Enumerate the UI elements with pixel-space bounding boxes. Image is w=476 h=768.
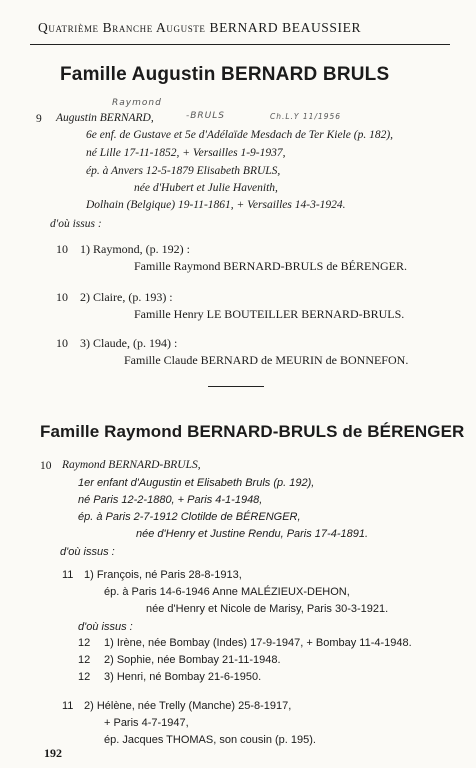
handwritten-raymond: Raymond: [112, 98, 162, 108]
entry-line: née d'Hubert et Julie Havenith,: [134, 182, 278, 194]
top-rule: [30, 44, 450, 45]
grandchild-number: 12: [78, 671, 91, 683]
child-number: 11: [62, 569, 74, 581]
entry-line: née d'Henry et Justine Rendu, Paris 17-4-1891.: [136, 528, 369, 540]
grandchild-number: 12: [78, 637, 91, 649]
child-line: 2) Hélène, née Trelly (Manche) 25-8-1917,: [84, 700, 292, 712]
entry-number: 9: [36, 113, 42, 125]
entry-name: Raymond BERNARD-BRULS,: [62, 459, 201, 471]
section-divider: [208, 386, 264, 387]
entry-name: Augustin BERNARD,: [56, 112, 154, 124]
child-line: 1) François, né Paris 28-8-1913,: [84, 569, 242, 581]
child-line: 1) Raymond, (p. 192) :: [80, 242, 190, 256]
child-line: ép. Jacques THOMAS, son cousin (p. 195).: [104, 734, 316, 746]
child-number: 10: [56, 242, 68, 256]
child-line: née d'Henry et Nicole de Marisy, Paris 30-3-1921.: [146, 603, 389, 615]
entry-line: ép. à Paris 2-7-1912 Clotilde de BÉRENGER,: [78, 511, 301, 523]
child-line: ép. à Paris 14-6-1946 Anne MALÉZIEUX-DEHON,: [104, 586, 350, 598]
section-title-augustin: Famille Augustin BERNARD BRULS: [60, 64, 390, 85]
running-head: Quatrième Branche Auguste BERNARD BEAUSSIER: [38, 20, 362, 35]
entry-line: 1er enfant d'Augustin et Elisabeth Bruls (p. 192),: [78, 477, 315, 489]
child-number: 11: [62, 700, 74, 712]
entry-line: Dolhain (Belgique) 19-11-1861, + Versailles 14-3-1924.: [86, 199, 346, 211]
grandchild-line: 2) Sophie, née Bombay 21-11-1948.: [104, 654, 281, 666]
entry-line: né Lille 17-11-1852, + Versailles 1-9-1937,: [86, 147, 286, 159]
dou-issus: d'où issus :: [60, 546, 115, 558]
section-title-raymond: Famille Raymond BERNARD-BRULS de BÉRENGER: [40, 422, 465, 441]
entry-line: né Paris 12-2-1880, + Paris 4-1-1948,: [78, 494, 263, 506]
page-number: 192: [44, 746, 62, 760]
child-line: 2) Claire, (p. 193) :: [80, 290, 173, 304]
entry-number: 10: [40, 460, 52, 472]
child-line: 3) Claude, (p. 194) :: [80, 336, 178, 350]
entry-line: 6e enf. de Gustave et 5e d'Adélaïde Mesdach de Ter Kiele (p. 182),: [86, 129, 394, 141]
child-number: 10: [56, 290, 68, 304]
entry-line: ép. à Anvers 12-5-1879 Elisabeth BRULS,: [86, 165, 281, 177]
grandchild-number: 12: [78, 654, 91, 666]
child-family: Famille Henry LE BOUTEILLER BERNARD-BRULS.: [134, 307, 405, 321]
grandchild-line: 1) Irène, née Bombay (Indes) 17-9-1947, + Bombay 11-4-1948.: [104, 637, 412, 649]
child-family: Famille Raymond BERNARD-BRULS de BÉRENGER.: [134, 259, 407, 273]
handwritten-bruls: -BRULS: [186, 111, 225, 121]
handwritten-note: Ch.L.Y 11/1956: [270, 112, 342, 121]
child-line: + Paris 4-7-1947,: [104, 717, 189, 729]
dou-issus: d'où issus :: [50, 218, 102, 230]
child-family: Famille Claude BERNARD de MEURIN de BONNEFON.: [124, 353, 409, 367]
child-number: 10: [56, 336, 68, 350]
dou-issus: d'où issus :: [78, 621, 133, 633]
grandchild-line: 3) Henri, né Bombay 21-6-1950.: [104, 671, 262, 683]
